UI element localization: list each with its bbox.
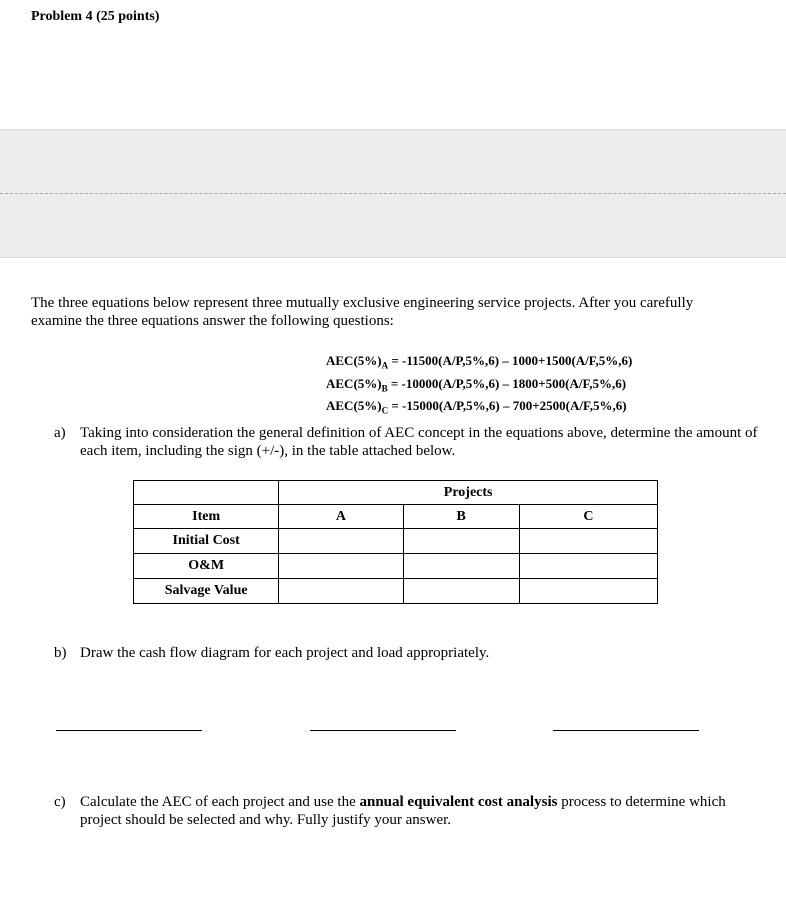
cell-a-initial-cost[interactable] — [279, 529, 403, 554]
equation-lhs: AEC(5%) — [326, 398, 382, 414]
cell-c-om[interactable] — [519, 554, 657, 579]
equation-subscript: C — [381, 405, 389, 416]
header-item: Item — [134, 505, 279, 529]
problem-title: Problem 4 (25 points) — [31, 9, 160, 24]
answer-line-a[interactable] — [56, 730, 202, 731]
equation-b — [326, 375, 632, 398]
table-row — [134, 529, 658, 554]
equation-rhs: = -11500(A/P,5%,6) – 1000+1500(A/F,5%,6) — [388, 353, 633, 368]
table-cell-empty — [134, 481, 279, 505]
header-b: B — [403, 505, 519, 529]
cell-b-initial-cost[interactable] — [403, 529, 519, 554]
header-c: C — [519, 505, 657, 529]
question-c-label: c) — [54, 794, 66, 810]
equations-block — [326, 352, 632, 420]
cell-b-salvage-value[interactable] — [403, 579, 519, 604]
row-label-salvage-value: Salvage Value — [134, 579, 279, 604]
cell-a-salvage-value[interactable] — [279, 579, 403, 604]
question-c-emphasis: annual equivalent cost analysis — [359, 794, 558, 810]
equation-subscript: A — [381, 360, 389, 371]
cell-c-initial-cost[interactable] — [519, 529, 657, 554]
equation-lhs: AEC(5%) — [326, 353, 382, 368]
equation-rhs: = -10000(A/P,5%,6) – 1800+500(A/F,5%,6) — [387, 375, 627, 391]
answer-line-c[interactable] — [553, 730, 699, 731]
table-row — [134, 554, 658, 579]
question-c-text-start: Calculate the AEC of each project and use the — [80, 794, 360, 810]
table-group-header-row — [134, 481, 658, 505]
table-header-row — [134, 505, 658, 529]
question-a — [54, 424, 764, 464]
question-c-text-end: process to determine which project should be selected and why. Fully justify your answer. — [80, 794, 726, 828]
question-c — [54, 793, 764, 833]
question-c-text — [80, 793, 760, 829]
question-b-text: Draw the cash flow diagram for each project and load appropriately. — [80, 645, 490, 661]
equation-c — [326, 397, 632, 420]
projects-header: Projects — [279, 481, 658, 505]
intro-paragraph: The three equations below represent three mutually exclusive engineering service projects. After you carefully examine the three equations answer the following questions: — [31, 295, 694, 329]
question-b-label: b) — [54, 645, 67, 661]
row-label-initial-cost: Initial Cost — [134, 529, 279, 554]
equation-a — [326, 352, 632, 375]
question-a-text: Taking into consideration the general definition of AEC concept in the equations above, determine the amount of each item, including the sign (+/-), in the table attached below. — [80, 425, 758, 459]
dashed-divider — [0, 193, 786, 194]
question-a-label: a) — [54, 425, 66, 441]
header-a: A — [279, 505, 403, 529]
table-row — [134, 579, 658, 604]
equation-subscript: B — [381, 383, 388, 394]
equation-lhs: AEC(5%) — [326, 375, 382, 391]
equation-rhs: = -15000(A/P,5%,6) – 700+2500(A/F,5%,6) — [388, 398, 627, 414]
question-b — [54, 644, 764, 664]
answer-line-b[interactable] — [310, 730, 456, 731]
cell-c-salvage-value[interactable] — [519, 579, 657, 604]
cell-a-om[interactable] — [279, 554, 403, 579]
cell-b-om[interactable] — [403, 554, 519, 579]
aec-items-table — [133, 480, 658, 604]
row-label-om: O&M — [134, 554, 279, 579]
